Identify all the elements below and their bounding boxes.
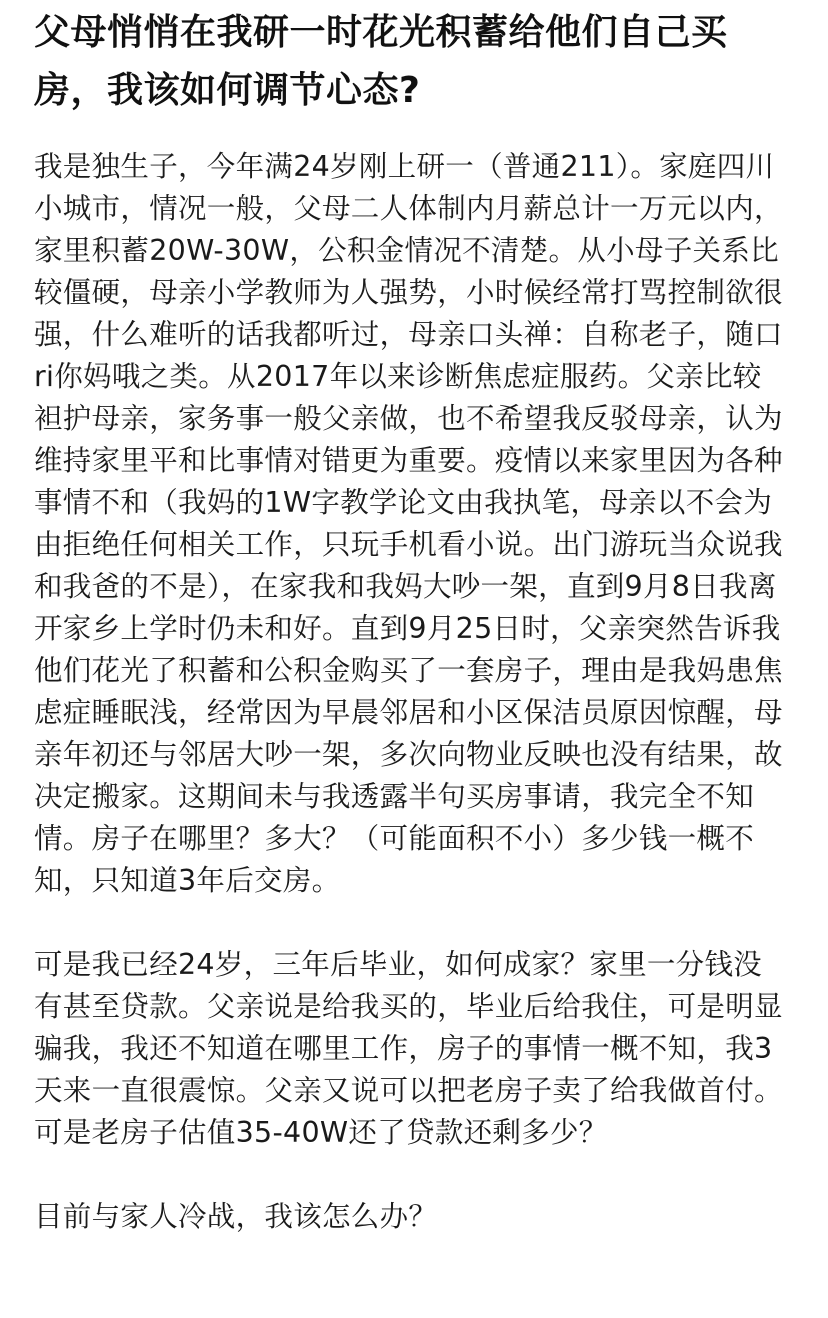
paragraph-spacer: [34, 1154, 790, 1196]
question-title: 父母悄悄在我研一时花光积蓄给他们自己买房，我该如何调节心态?: [34, 12, 728, 111]
paragraph-spacer: [34, 902, 790, 944]
body-paragraph-2: 可是我已经24岁，三年后毕业，如何成家？家里一分钱没有甚至贷款。父亲说是给我买的，毕业后给我住，可是明显骗我，我还不知道在哪里工作，房子的事情一概不知，我3天来一直很震惊。父亲又说可以把老房子卖了给我做首付。可是老房子估值35-40W还了贷款还剩多少？: [34, 948, 783, 1149]
body-paragraph-1: 我是独生子，今年满24岁刚上研一（普通211）。家庭四川小城市，情况一般，父母二人体制内月薪总计一万元以内，家里积蓄20W-30W，公积金情况不清楚。从小母子关系比较僵硬，母亲小学教师为人强势，小时候经常打骂控制欲很强，什么难听的话我都听过，母亲口头禅：自称老子，随口ri你妈哦之类。从2017年以来诊断焦虑症服药。父亲比较袒护母亲，家务事一般父亲做，也不希望我反驳母亲，认为维持家里平和比事情对错更为重要。疫情以来家里因为各种事情不和（我妈的1W字教学论文由我执笔，母亲以不会为由拒绝任何相关工作，只玩手机看小说。出门游玩当众说我和我爸的不是），在家我和我妈大吵一架，直到9月8日我离开家乡上学时仍未和好。直到9月25日时，父亲突然告诉我他们花光了积蓄和公积金购买了一套房子，理由是我妈患焦虑症睡眠浅，经常因为早晨邻居和小区保洁员原因惊醒，母亲年初还与邻居大吵一架，多次向物业反映也没有结果，故决定搬家。这期间未与我透露半句买房事请，我完全不知情。房子在哪里？多大？（可能面积不小）多少钱一概不知，只知道3年后交房。: [34, 150, 783, 897]
body-paragraph-3: 目前与家人冷战，我该怎么办？: [34, 1200, 438, 1233]
question-body: [34, 146, 790, 1238]
